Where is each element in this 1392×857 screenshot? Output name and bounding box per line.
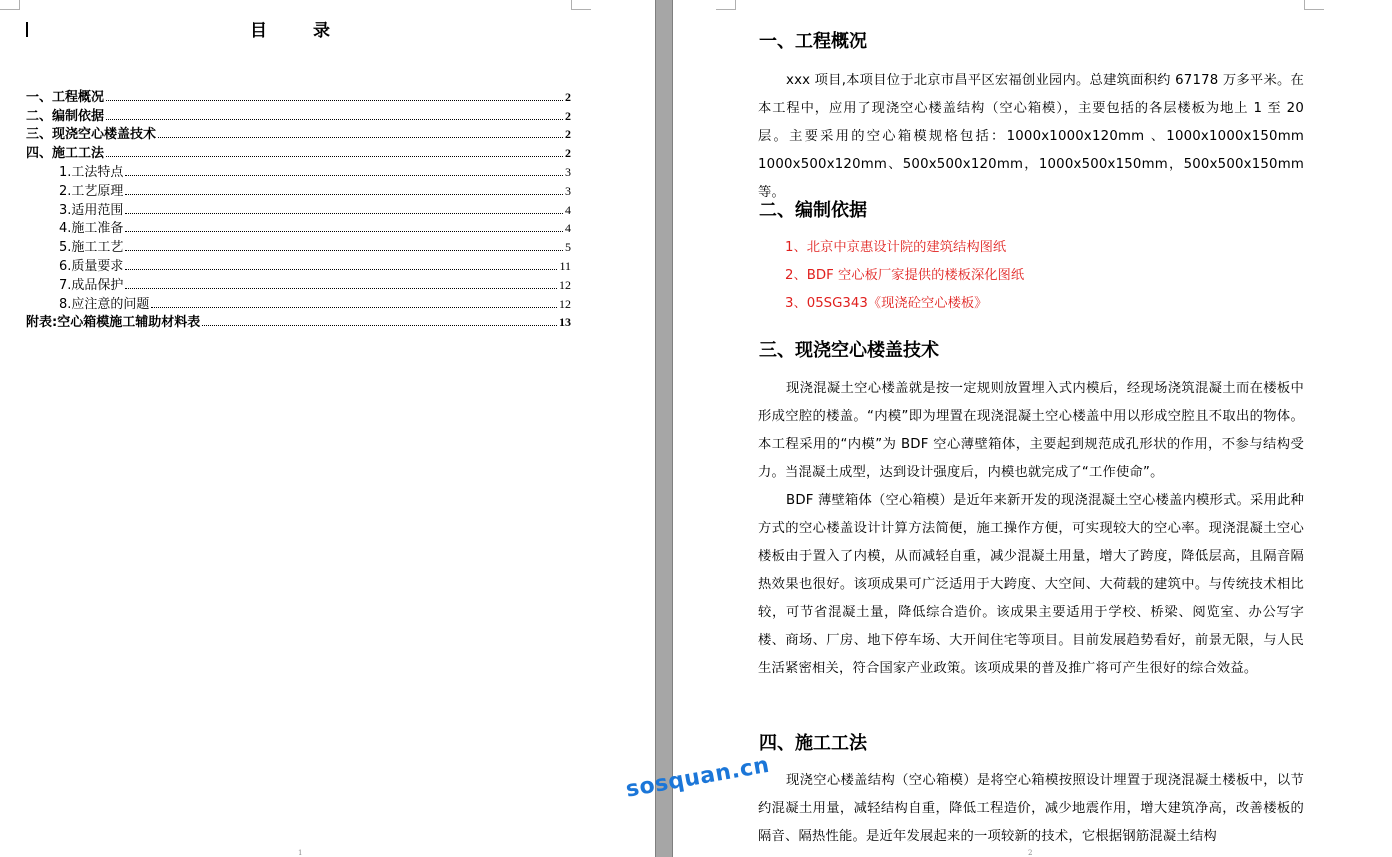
toc-entry-label: 附表:空心箱模施工辅助材料表 <box>26 315 201 331</box>
toc-entry-page: 3 <box>565 183 571 198</box>
toc-entry-page: 11 <box>559 258 571 273</box>
toc-entry-label: 8.应注意的问题 <box>59 296 150 312</box>
paragraph: xxx 项目,本项目位于北京市昌平区宏福创业园内。总建筑面积约 67178 万多平米。在本工程中，应用了现浇空心楼盖结构（空心箱模），主要包括的各层楼板为地上 1 至 20 层。主要采用的空心箱模规格包括：1000x1000x120mm 、1000x1000x150mm 1000x500x120mm、500x500x120mm，1000x500x150mm，500x500x150mm 等。 <box>758 73 1304 200</box>
toc-entry[interactable] <box>26 142 571 161</box>
toc-entry-label: 三、现浇空心楼盖技术 <box>26 127 157 143</box>
toc-entry[interactable] <box>26 274 571 293</box>
toc-entry[interactable] <box>26 236 571 255</box>
toc-entry-label: 二、编制依据 <box>26 108 105 124</box>
page-number: 2 <box>1028 849 1033 857</box>
toc-leader-dots <box>106 100 563 101</box>
toc-entry-label: 4.施工准备 <box>59 221 124 237</box>
paragraph: BDF 薄壁箱体（空心箱模）是近年来新开发的现浇混凝土空心楼盖内模形式。采用此种方式的空心楼盖设计计算方法简便，施工操作方便，可实现较大的空心率。现浇混凝土空心楼板由于置入了内模，从而减轻自重，减少混凝土用量，增大了跨度，降低层高，且隔音隔热效果也很好。该项成果可广泛适用于大跨度、大空间、大荷载的建筑中。与传统技术相比较，可节省混凝土量，降低综合造价。该成果主要适用于学校、桥梁、阅览室、办公写字楼、商场、厂房、地下停车场、大开间住宅等项目。目前发展趋势看好，前景无限，与人民生活紧密相关，符合国家产业政策。该项成果的普及推广将可产生很好的综合效益。 <box>758 493 1304 676</box>
toc-entry[interactable] <box>26 293 571 312</box>
toc-leader-dots <box>125 213 563 214</box>
toc-entry[interactable] <box>26 86 571 105</box>
toc-entry-page: 4 <box>565 202 571 217</box>
toc-entry-page: 2 <box>565 146 571 161</box>
toc-entry[interactable] <box>26 199 571 218</box>
toc-entry-label: 四、施工工法 <box>26 146 105 162</box>
toc-entry-page: 3 <box>565 164 571 179</box>
watermark: sosquan.cn <box>624 752 772 803</box>
toc-leader-dots <box>151 307 557 308</box>
toc-leader-dots <box>106 156 563 157</box>
table-of-contents <box>26 86 571 330</box>
page-gap <box>655 0 673 857</box>
paragraph: 现浇空心楼盖结构（空心箱模）是将空心箱模按照设计埋置于现浇混凝土楼板中，以节约混凝土用量，减轻结构自重，降低工程造价，减少地震作用，增大建筑净高，改善楼板的隔音、隔热性能。是近年发展起来的一项较新的技术，它根据钢筋混凝土结构 <box>758 773 1304 844</box>
toc-entry[interactable] <box>26 161 571 180</box>
toc-entry-page: 2 <box>565 127 571 142</box>
document-page-1[interactable] <box>0 0 655 857</box>
toc-leader-dots <box>125 175 563 176</box>
toc-leader-dots <box>125 269 557 270</box>
toc-entry[interactable] <box>26 124 571 143</box>
list-item: 1、北京中京惠设计院的建筑结构图纸 <box>785 240 1007 255</box>
paragraph: 现浇混凝土空心楼盖就是按一定规则放置埋入式内模后，经现场浇筑混凝土而在楼板中形成空腔的楼盖。“内模”即为埋置在现浇混凝土空心楼盖中用以形成空腔且不取出的物体。本工程采用的“内模”为 BDF 空心薄壁箱体，主要起到规范成孔形状的作用，不参与结构受力。当混凝土成型，达到设计强度后，内模也就完成了“工作使命”。 <box>758 381 1304 480</box>
section-heading-3: 三、现浇空心楼盖技术 <box>759 340 939 361</box>
crop-mark <box>1304 0 1324 10</box>
toc-entry-page: 5 <box>565 240 571 255</box>
section-heading-4: 四、施工工法 <box>759 733 867 754</box>
toc-entry-page: 2 <box>565 89 571 104</box>
document-page-2[interactable] <box>673 0 1392 857</box>
toc-title: 目 录 <box>250 21 350 41</box>
toc-entry[interactable] <box>26 105 571 124</box>
toc-entry[interactable] <box>26 255 571 274</box>
crop-mark <box>716 0 736 10</box>
toc-entry-page: 13 <box>559 315 571 330</box>
toc-entry-label: 5.施工工艺 <box>59 240 124 256</box>
toc-entry-label: 一、工程概况 <box>26 89 105 105</box>
toc-leader-dots <box>125 288 557 289</box>
toc-leader-dots <box>125 194 563 195</box>
section-heading-2: 二、编制依据 <box>759 200 867 221</box>
section-heading-1: 一、工程概况 <box>759 31 867 52</box>
toc-entry[interactable] <box>26 218 571 237</box>
toc-entry-page: 4 <box>565 221 571 236</box>
toc-leader-dots <box>125 231 563 232</box>
toc-entry[interactable] <box>26 180 571 199</box>
toc-entry-page: 2 <box>565 108 571 123</box>
reference-list <box>785 234 1024 318</box>
toc-entry-label: 1.工法特点 <box>59 164 124 180</box>
page-number: 1 <box>298 849 303 857</box>
toc-leader-dots <box>158 137 563 138</box>
toc-entry-label: 7.成品保护 <box>59 277 124 293</box>
toc-entry[interactable] <box>26 312 571 331</box>
toc-entry-label: 2.工艺原理 <box>59 183 124 199</box>
toc-entry-label: 3.适用范围 <box>59 202 124 218</box>
toc-leader-dots <box>125 250 563 251</box>
toc-entry-page: 12 <box>559 277 571 292</box>
toc-leader-dots <box>106 119 563 120</box>
toc-leader-dots <box>202 325 557 326</box>
list-item: 2、BDF 空心板厂家提供的楼板深化图纸 <box>785 268 1025 283</box>
page-edge <box>655 0 656 857</box>
toc-entry-page: 12 <box>559 296 571 311</box>
toc-entry-label: 6.质量要求 <box>59 258 124 274</box>
crop-mark <box>0 0 20 10</box>
list-item: 3、05SG343《现浇砼空心楼板》 <box>785 296 988 311</box>
crop-mark <box>571 0 591 10</box>
